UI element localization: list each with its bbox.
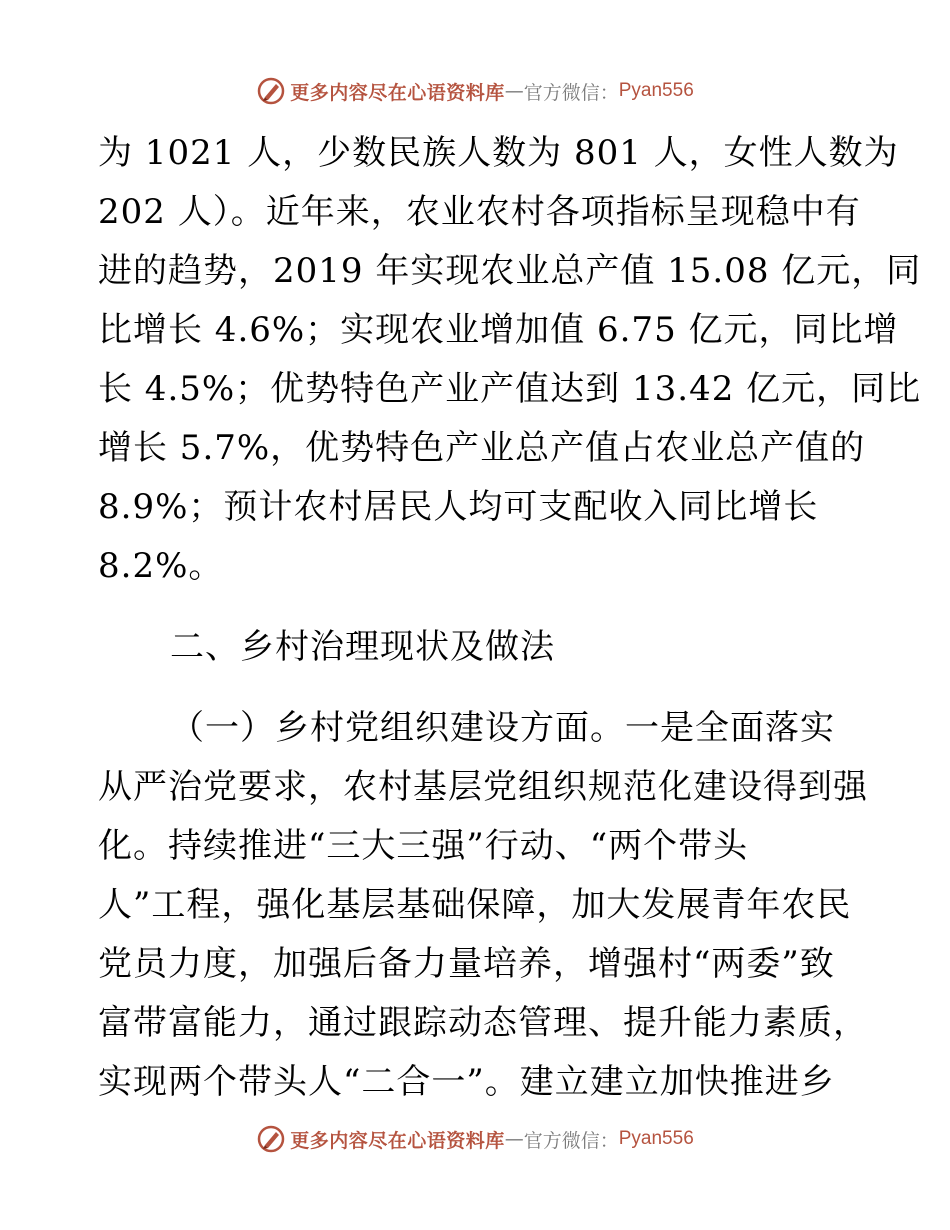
watermark-brand-text: 更多内容尽在心语资料库 xyxy=(290,81,505,104)
text-line: 进的趋势，2019 年实现农业总产值 15.08 亿元，同 xyxy=(98,251,922,291)
section-heading: 二、乡村治理现状及做法 xyxy=(170,627,555,667)
paragraph-statistics xyxy=(98,124,922,596)
pen-nib-logo-icon xyxy=(256,76,286,106)
pen-nib-logo-icon xyxy=(256,1124,286,1154)
watermark-contact-label: 官方微信： xyxy=(523,1129,619,1152)
text-line: 实现两个带头人“二合一”。建立建立加快推进乡 xyxy=(98,1062,835,1102)
text-line: 202 人）。近年来，农业农村各项指标呈现稳中有 xyxy=(98,192,861,232)
watermark-brand-text: 更多内容尽在心语资料库 xyxy=(290,1129,505,1152)
text-line: 增长 5.7%，优势特色产业总产值占农业总产值的 xyxy=(98,428,866,468)
paragraph-party-building xyxy=(98,699,868,1112)
text-line: 8.9%；预计农村居民人均可支配收入同比增长 xyxy=(98,487,819,527)
text-line: 富带富能力，通过跟踪动态管理、提升能力素质， xyxy=(98,1003,868,1043)
text-line: 人”工程，强化基层基础保障，加大发展青年农民 xyxy=(98,885,852,925)
text-line: 长 4.5%；优势特色产业产值达到 13.42 亿元，同比 xyxy=(98,369,922,409)
text-line: 比增长 4.6%；实现农业增加值 6.75 亿元，同比增 xyxy=(98,310,899,350)
watermark-contact-id: Pyan556 xyxy=(618,80,694,101)
watermark-dash: — xyxy=(504,1128,524,1150)
watermark-contact-id: Pyan556 xyxy=(618,1128,694,1149)
text-line: 从严治党要求，农村基层党组织规范化建设得到强 xyxy=(98,767,868,807)
header-watermark xyxy=(0,75,950,107)
watermark-contact-label: 官方微信： xyxy=(523,81,619,104)
footer-watermark xyxy=(0,1123,950,1155)
watermark-dash: — xyxy=(504,80,524,102)
text-line: 党员力度，加强后备力量培养，增强村“两委”致 xyxy=(98,944,835,984)
text-line: （一）乡村党组织建设方面。一是全面落实 xyxy=(170,708,835,748)
text-line: 为 1021 人，少数民族人数为 801 人，女性人数为 xyxy=(98,133,899,173)
text-line: 8.2%。 xyxy=(98,546,224,586)
text-line: 化。持续推进“三大三强”行动、“两个带头 xyxy=(98,826,749,866)
document-body xyxy=(98,124,922,1112)
